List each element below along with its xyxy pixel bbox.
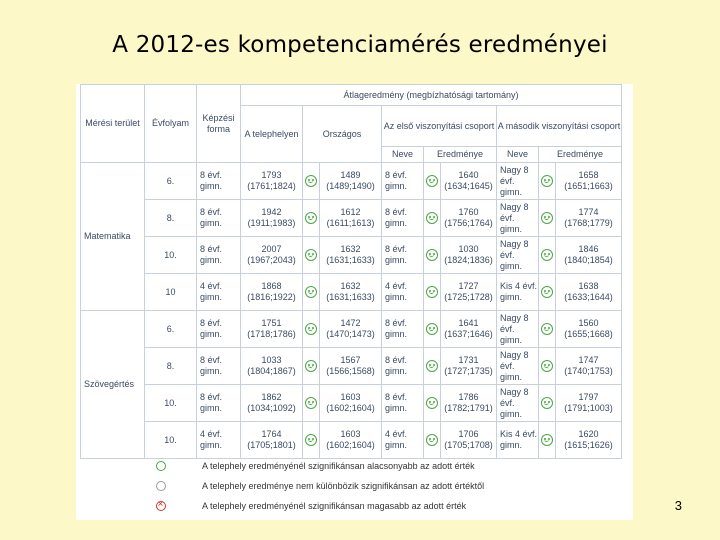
site-result-cell: 1862 (1034;1092) [241, 385, 303, 422]
smiley-green-icon [305, 212, 317, 224]
grade-cell: 10. [145, 422, 197, 459]
legend-item-higher: × A telephely eredményénél szignifikánsan magasabb az adott érték [156, 498, 466, 514]
smiley-green-icon [426, 286, 438, 298]
national-result-cell: 1603 (1602;1604) [320, 385, 382, 422]
slide-number: 3 [674, 498, 682, 513]
header-average: Átlageredmény (megbízhatósági tartomány) [241, 85, 622, 106]
group2-result-cell: 1560 (1655;1668) [556, 311, 622, 348]
header-g1-result: Eredménye [424, 147, 497, 163]
header-site: A telephelyen [241, 106, 303, 163]
smiley-green-icon [541, 286, 553, 298]
national-icon-cell [303, 385, 320, 422]
area-cell: Matematika [81, 163, 145, 311]
national-icon-cell [303, 200, 320, 237]
group1-name-cell: 8 évf. gimn. [382, 311, 424, 348]
header-first-group: Az első viszonyítási csoport [382, 106, 497, 147]
grade-cell: 10. [145, 385, 197, 422]
national-icon-cell [303, 311, 320, 348]
group2-icon-cell [539, 237, 556, 274]
group1-result-cell: 1731 (1727;1735) [441, 348, 497, 385]
group1-result-cell: 1786 (1782;1791) [441, 385, 497, 422]
smiley-green-icon [541, 175, 553, 187]
form-cell: 8 évf. gimn. [197, 200, 241, 237]
group2-icon-cell [539, 200, 556, 237]
group1-result-cell: 1760 (1756;1764) [441, 200, 497, 237]
circle-red-x-icon [156, 501, 166, 511]
smiley-green-icon [305, 175, 317, 187]
group1-icon-cell [424, 200, 441, 237]
group2-icon-cell [539, 163, 556, 200]
legend-item-equal: A telephely eredménye nem különbözik szignifikánsan az adott értéktől [156, 478, 484, 494]
group2-icon-cell [539, 311, 556, 348]
form-cell: 8 évf. gimn. [197, 348, 241, 385]
group2-result-cell: 1658 (1651;1663) [556, 163, 622, 200]
table-row [81, 311, 622, 348]
grade-cell: 6. [145, 311, 197, 348]
circle-grey-icon [156, 481, 166, 491]
smiley-green-icon [156, 461, 166, 471]
header-g2-name: Neve [497, 147, 539, 163]
national-result-cell: 1612 (1611;1613) [320, 200, 382, 237]
header-g1-name: Neve [382, 147, 424, 163]
smiley-green-icon [426, 360, 438, 372]
smiley-green-icon [541, 360, 553, 372]
group1-result-cell: 1727 (1725;1728) [441, 274, 497, 311]
header-area: Mérési terület [81, 85, 145, 163]
form-cell: 8 évf. gimn. [197, 311, 241, 348]
group2-result-cell: 1747 (1740;1753) [556, 348, 622, 385]
smiley-green-icon [541, 323, 553, 335]
table-row [81, 200, 622, 237]
table-row [81, 237, 622, 274]
form-cell: 4 évf. gimn. [197, 274, 241, 311]
header-form: Képzési forma [197, 85, 241, 163]
smiley-green-icon [305, 286, 317, 298]
national-icon-cell [303, 348, 320, 385]
national-icon-cell [303, 163, 320, 200]
group1-icon-cell [424, 422, 441, 459]
group1-name-cell: 8 évf. gimn. [382, 348, 424, 385]
group1-result-cell: 1641 (1637;1646) [441, 311, 497, 348]
national-icon-cell [303, 274, 320, 311]
national-result-cell: 1472 (1470;1473) [320, 311, 382, 348]
header-g2-result: Eredménye [539, 147, 622, 163]
smiley-green-icon [426, 212, 438, 224]
group2-name-cell: Nagy 8 évf. gimn. [497, 385, 539, 422]
group1-name-cell: 8 évf. gimn. [382, 200, 424, 237]
site-result-cell: 1793 (1761;1824) [241, 163, 303, 200]
group2-icon-cell [539, 348, 556, 385]
group2-icon-cell [539, 274, 556, 311]
form-cell: 8 évf. gimn. [197, 385, 241, 422]
site-result-cell: 1033 (1804;1867) [241, 348, 303, 385]
group1-name-cell: 4 évf. gimn. [382, 274, 424, 311]
smiley-green-icon [305, 434, 317, 446]
group1-icon-cell [424, 274, 441, 311]
site-result-cell: 1868 (1816;1922) [241, 274, 303, 311]
table-row [81, 274, 622, 311]
smiley-green-icon [426, 175, 438, 187]
results-panel [76, 84, 633, 520]
form-cell: 8 évf. gimn. [197, 163, 241, 200]
national-result-cell: 1632 (1631;1633) [320, 274, 382, 311]
group1-icon-cell [424, 348, 441, 385]
group2-name-cell: Nagy 8 évf. gimn. [497, 163, 539, 200]
table-row [81, 385, 622, 422]
header-grade: Évfolyam [145, 85, 197, 163]
group1-name-cell: 4 évf. gimn. [382, 422, 424, 459]
smiley-green-icon [426, 397, 438, 409]
national-icon-cell [303, 237, 320, 274]
header-second-group: A második viszonyítási csoport [497, 106, 622, 147]
grade-cell: 8. [145, 200, 197, 237]
smiley-green-icon [305, 323, 317, 335]
form-cell: 8 évf. gimn. [197, 237, 241, 274]
form-cell: 4 évf. gimn. [197, 422, 241, 459]
group1-result-cell: 1640 (1634;1645) [441, 163, 497, 200]
group2-icon-cell [539, 422, 556, 459]
group2-result-cell: 1638 (1633;1644) [556, 274, 622, 311]
smiley-green-icon [541, 397, 553, 409]
header-national: Országos [303, 106, 382, 163]
group1-name-cell: 8 évf. gimn. [382, 385, 424, 422]
smiley-green-icon [426, 323, 438, 335]
group2-name-cell: Kis 4 évf. gimn. [497, 274, 539, 311]
site-result-cell: 1751 (1718;1786) [241, 311, 303, 348]
smiley-green-icon [305, 249, 317, 261]
area-cell: Szövegértés [81, 311, 145, 459]
group1-result-cell: 1030 (1824;1836) [441, 237, 497, 274]
national-result-cell: 1632 (1631;1633) [320, 237, 382, 274]
grade-cell: 6. [145, 163, 197, 200]
smiley-green-icon [426, 249, 438, 261]
smiley-green-icon [541, 434, 553, 446]
group2-result-cell: 1620 (1615;1626) [556, 422, 622, 459]
smiley-green-icon [541, 212, 553, 224]
group1-name-cell: 8 évf. gimn. [382, 237, 424, 274]
group1-icon-cell [424, 385, 441, 422]
site-result-cell: 1942 (1911;1983) [241, 200, 303, 237]
site-result-cell: 1764 (1705;1801) [241, 422, 303, 459]
table-row [81, 348, 622, 385]
group1-result-cell: 1706 (1705;1708) [441, 422, 497, 459]
table-row [81, 163, 622, 200]
results-table [80, 84, 622, 459]
smiley-green-icon [426, 434, 438, 446]
group2-result-cell: 1846 (1840;1854) [556, 237, 622, 274]
national-result-cell: 1489 (1489;1490) [320, 163, 382, 200]
grade-cell: 10. [145, 237, 197, 274]
group2-name-cell: Nagy 8 évf. gimn. [497, 311, 539, 348]
national-icon-cell [303, 422, 320, 459]
group2-result-cell: 1774 (1768;1779) [556, 200, 622, 237]
smiley-green-icon [305, 397, 317, 409]
grade-cell: 10 [145, 274, 197, 311]
group1-icon-cell [424, 163, 441, 200]
smiley-green-icon [541, 249, 553, 261]
group2-name-cell: Nagy 8 évf. gimn. [497, 237, 539, 274]
group2-icon-cell [539, 385, 556, 422]
group1-icon-cell [424, 237, 441, 274]
grade-cell: 8. [145, 348, 197, 385]
national-result-cell: 1567 (1566;1568) [320, 348, 382, 385]
group1-icon-cell [424, 311, 441, 348]
site-result-cell: 2007 (1967;2043) [241, 237, 303, 274]
national-result-cell: 1603 (1602;1604) [320, 422, 382, 459]
group2-name-cell: Kis 4 évf. gimn. [497, 422, 539, 459]
legend-item-lower: A telephely eredményénél szignifikánsan alacsonyabb az adott érték [156, 458, 475, 474]
legend [156, 456, 626, 516]
slide-title: A 2012-es kompetenciamérés eredményei [112, 32, 608, 58]
group1-name-cell: 8 évf. gimn. [382, 163, 424, 200]
group2-name-cell: Nagy 8 évf. gimn. [497, 348, 539, 385]
group2-result-cell: 1797 (1791;1003) [556, 385, 622, 422]
group2-name-cell: Nagy 8 évf. gimn. [497, 200, 539, 237]
smiley-green-icon [305, 360, 317, 372]
table-row [81, 422, 622, 459]
